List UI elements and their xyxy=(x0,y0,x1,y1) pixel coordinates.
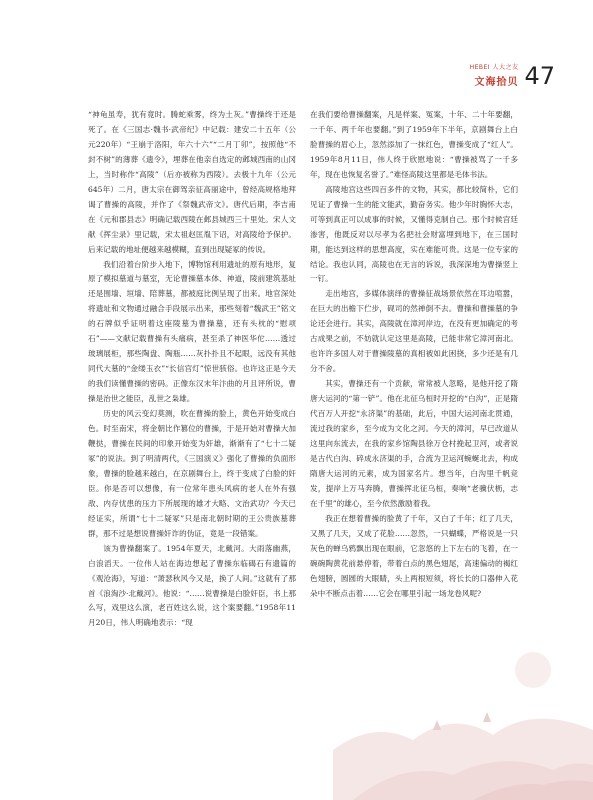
series-label xyxy=(470,62,519,71)
header-text-block xyxy=(470,62,519,88)
paragraph: 在我们要给曹操翻案，凡是样案、冤案，十年、二十年要翻，一千年、两千年也要翻。”到了1959年下半年，京剧舞台上白脸曹操的眉心上，忽然添加了一抹红色，曹操变成了“红人”。1959年8月11日，伟人终于欣慰地说：“曹操被骂了一千多年，现在也恢复名誉了。”难怪高陵这里都是毛体书法。 xyxy=(310,110,518,179)
page-header xyxy=(470,62,555,88)
series-label-text: HEBEI 人大之友 xyxy=(469,64,519,71)
landscape-decoration-icon xyxy=(333,610,593,800)
paragraph: 我们沿着台阶步入地下，博物馆利用遗址的原有地形，复原了模拟墓道与墓室，无论曹操墓本体、神道，陵前建筑基址还是围墙、垣墙、陪葬墓，都被庭比例呈现了出来。地官深处将遗址和文物通过融合手段展示出来，那些刻着“魏武王”铭文的石牌似乎证明着这座陵墓为曹操墓，还有头枕的“慰项石”——文献记载曹操有头痛病，甚至杀了神医华佗……透过玻璃展柜，那些陶盘、陶瓶……灰扑扑且不起眼，远没有其他同代大墓的“金缕玉衣”“长信宫灯”惊世骇俗。也许这正是今天的我们读懂曹操的密码。正像东汉末年汴曲的月且评所说，曹操是治世之能臣，乱世之枭雄。 xyxy=(88,259,296,404)
left-text-column xyxy=(88,108,296,631)
paragraph: 高陵地宫这些四百多件的文物，其实，都比较简朴，它们见证了曹操一生的能文能武，勤奋务实。他少年时胸怀大志，可等到真正可以成事的时候，又懂得克制自己。那个时候宫廷渗害，他既反对以尽孝为名把社会财富埋到地下，在三国时期，能达到这样的思想高度，实在难能可贵。这是一位专家的结论。我也认同，高陵也在无言的诉说，我深深地为曹操竖上一钉。 xyxy=(310,184,518,284)
paragraph: 历史的风云变幻莫测，吹在曹操的脸上，黄色开始变成白色。时至南宋，将金朝比作篡位的曹操，于是开始对曹操大加鞭挞，曹操在民间的印象开始变为奸雄，渐渐有了“七十二疑冢”的说法。到了明清两代，《三国演义》强化了曹操的负面形象，曹操的脸越来越白，在京剧舞台上，终于变成了白脸的奸臣。你是否可以想像，有一位常年患头风病的老人在外有强敌、内存忧患的压力下所展现的雄才大略、文治武功？今天已经证实，所谓“七十二疑冢”只是南北朝时期的王公贵族墓葬群，那不过是想说曹操奸诈的伪证，竟是一段错案。 xyxy=(88,409,296,538)
paragraph: 该为曹操翻案了。1954年夏天，北戴河。大雨落幽燕，白浪滔天。一位伟人站在海边想起了曹操东临碣石有遗篇的《观沧海》，写道：“萧瑟秋风今又是，换了人间。”这就有了那首《浪淘沙·北戴河》。他说：“……说曹操是白脸奸臣，书上那么写，戏里这么演，老百姓这么说，这个案要翻。”1958年11月20日，伟人明确地表示：“现 xyxy=(88,543,296,628)
decorative-landscape xyxy=(333,610,593,800)
paragraph: 其实，曹操还有一个贡献，常常被人忽略，是他开挖了隋唐大运河的“第一铲”。他在北征乌桓时开挖的“白沟”，正是隋代百万人开挖“永济渠”的基础，此后，中国大运河南北贯通，流过我的家乡，至今成为文化之河。今天的漳河，早已改道从这里向东流去，在我的家乡馆陶县徐万仓村挽起卫河，或者说是古代白沟、碎成永济渠的手，合流为卫运河蜿蜒北去，构成隋唐大运河的元素，成为国家名片。想当年，白沟里千帆竞发，提岸上万马奔腾，曹操挥北征乌桓，奏响“老骥伏枥，志在千里”的雄心，至今依然激励着我。 xyxy=(310,379,518,508)
page-number: 47 xyxy=(524,62,555,90)
right-text-column xyxy=(310,108,518,601)
paragraph: “神龟虽寿，犹有竟时。腾蛇乘雾，终为土灰。”曹操终于还是死了。在《三国志·魏书·武帝纪》中记载：建安二十五年（公元220年）“王崩于洛阳，年六十六”“二月丁卯”，按照他“不封不树”的薄葬《遗令》，埋葬在他亲自选定的邺城西南的山冈上，当时称作“高陵”（后亦被称为西陵）。去极十九年（公元645年）二月，唐太宗在御驾亲征高丽途中，曾经高规格地拜谒了曹操的高陵，并作了《祭魏武帝文》。唐代后期，李吉甫在《元和郡县志》明确记载西陵在邺县城西三十里处。宋人文献《挥尘录》里记载，宋太祖赵匡胤下诏，对高陵给予保护。后来记载的地址便越来越模糊，直到出现疑冢的传说。 xyxy=(88,110,296,254)
paragraph: 走出地宫，多媒体演绎的曹操征战场景依然在耳边喧嚣，在巨大的出檐下伫步，砚司的然禅倒不去。曹操和曹操墓的争论还会进行。其实，高陵就在漳河岸边，在没有更加确定的考古成果之前，不妨就认定这里是高陵，已能非常它漳河南北。也许许多国人对于曹操陵墓的真相被如此困挠，多少还是有几分不舍。 xyxy=(310,289,518,374)
column-title: 文海拾贝 xyxy=(474,77,519,88)
paragraph: 我正在想着曹操的脸黄了千年，又白了千年；红了几天，又黑了几天，又成了花脸……忽然，一只蝴蝶，严格说是一只灰色的蝉乌鸦飘出现在眼前，它忽悠的上下左右的飞着，在一碗碗陶黄花前悬停着，带着白点的黑色翅尾，高速偏动的褐红色翅膀，圆圆的大眼睛，头上两根短须，将长长的口器伸入花朵中不断点击着……它会在哪里引起一场龙卷风呢? xyxy=(310,513,518,598)
